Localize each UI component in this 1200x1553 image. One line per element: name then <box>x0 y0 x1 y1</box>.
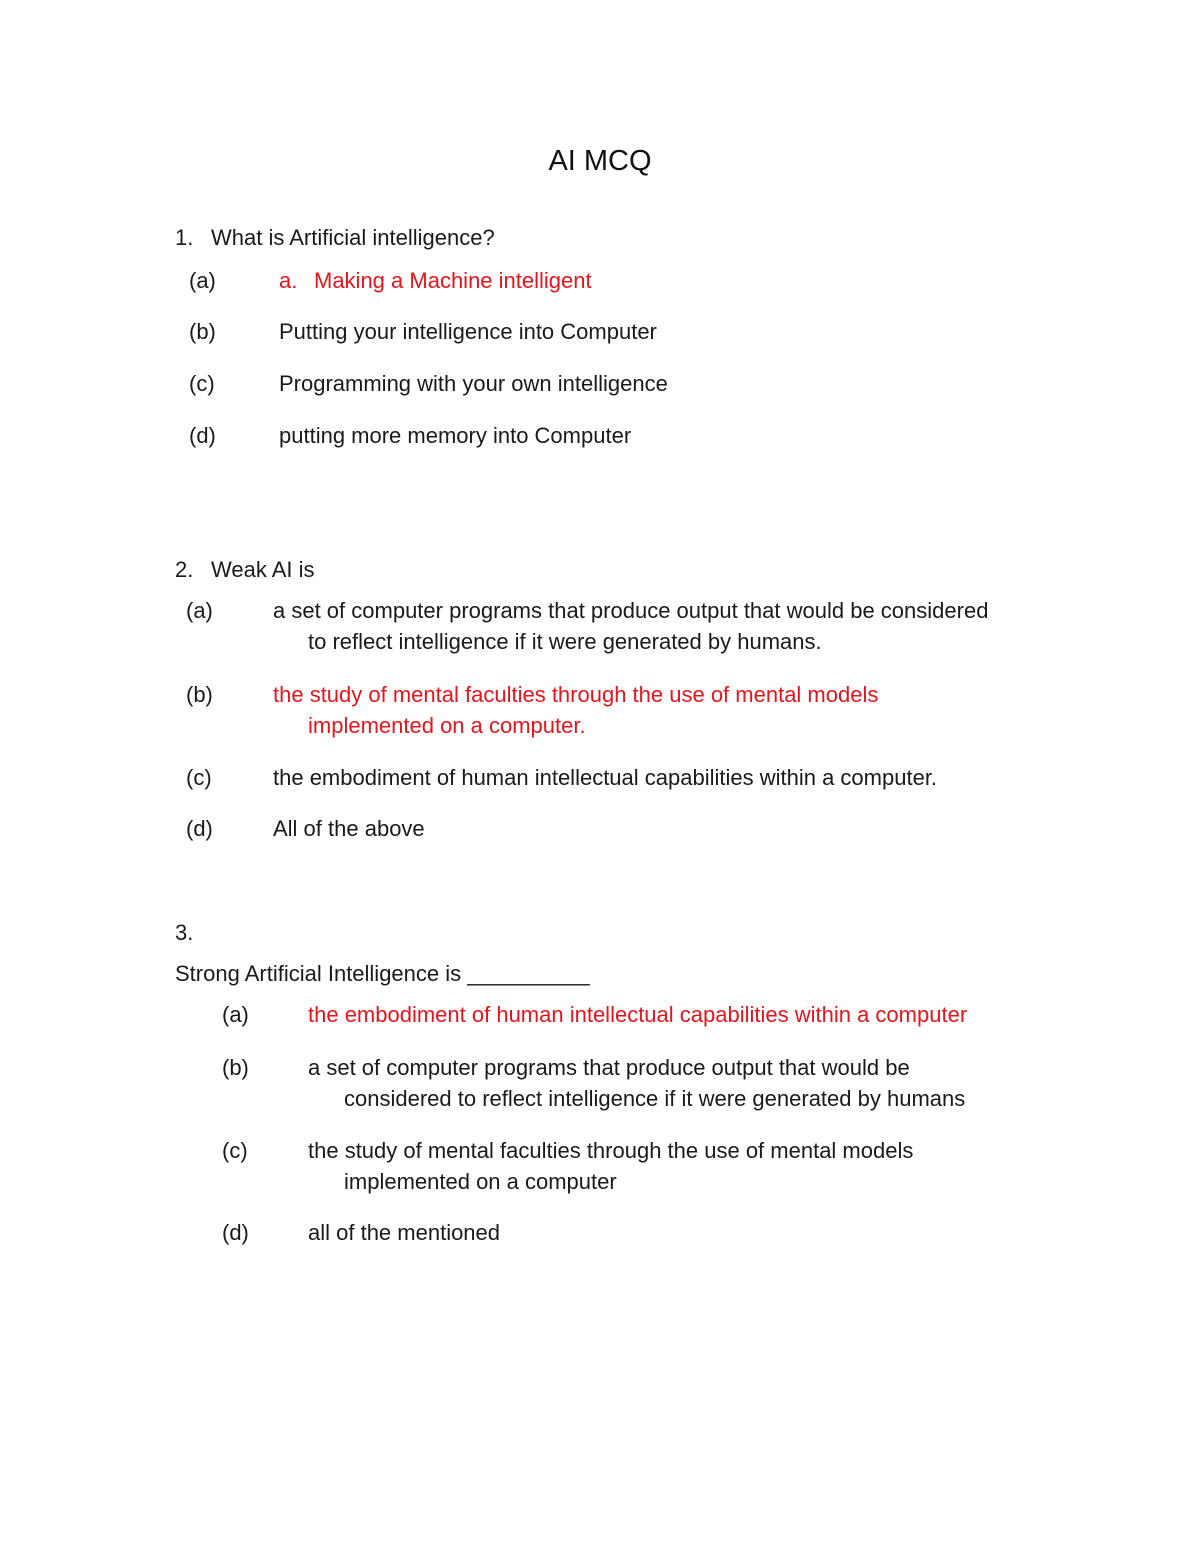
q2-option-d-label: (d) <box>186 816 213 841</box>
q1-option-b-text: Putting your intelligence into Computer <box>279 319 657 344</box>
question-1-prompt: What is Artificial intelligence? <box>211 225 495 250</box>
q2-option-b-label: (b) <box>186 682 213 707</box>
question-3-prompt: Strong Artificial Intelligence is __________ <box>175 961 590 986</box>
q3-option-d-text: all of the mentioned <box>308 1220 501 1245</box>
q1-option-c-label: (c) <box>189 371 215 396</box>
q2-option-c-label: (c) <box>186 765 212 790</box>
q2-option-b-text-line2: implemented on a computer. <box>308 713 586 738</box>
question-1-number: 1. <box>175 225 194 250</box>
q2-option-a-text-line2: to reflect intelligence if it were generated by humans. <box>308 629 822 654</box>
q2-option-c-text: the embodiment of human intellectual capabilities within a computer. <box>273 765 938 790</box>
q3-option-a-label: (a) <box>222 1002 249 1027</box>
page-title: AI MCQ <box>548 145 652 177</box>
q1-option-a-prefix: a. <box>279 268 298 293</box>
question-2-number: 2. <box>175 557 194 582</box>
q2-option-d-text: All of the above <box>273 816 425 841</box>
q1-option-b-label: (b) <box>189 319 216 344</box>
q3-option-d-label: (d) <box>222 1220 249 1245</box>
question-3-number: 3. <box>175 920 194 945</box>
q3-option-b-label: (b) <box>222 1055 249 1080</box>
q1-option-a-text: Making a Machine intelligent <box>314 268 592 293</box>
q3-option-c-text-line1: the study of mental faculties through the use of mental models <box>308 1138 914 1163</box>
q2-option-b-text-line1: the study of mental faculties through the use of mental models <box>273 682 879 707</box>
q3-option-b-text-line1: a set of computer programs that produce output that would be <box>308 1055 910 1080</box>
q3-option-c-text-line2: implemented on a computer <box>344 1169 617 1194</box>
q3-option-c-label: (c) <box>222 1138 248 1163</box>
question-2-prompt: Weak AI is <box>211 557 315 582</box>
q1-option-d-label: (d) <box>189 423 216 448</box>
q1-option-d-text: putting more memory into Computer <box>279 423 632 448</box>
q3-option-b-text-line2: considered to reflect intelligence if it were generated by humans <box>344 1086 966 1111</box>
q1-option-a-label: (a) <box>189 268 216 293</box>
q2-option-a-label: (a) <box>186 598 213 623</box>
q3-option-a-text: the embodiment of human intellectual capabilities within a computer <box>308 1002 968 1027</box>
q1-option-c-text: Programming with your own intelligence <box>279 371 668 396</box>
q2-option-a-text-line1: a set of computer programs that produce output that would be considered <box>273 598 989 623</box>
